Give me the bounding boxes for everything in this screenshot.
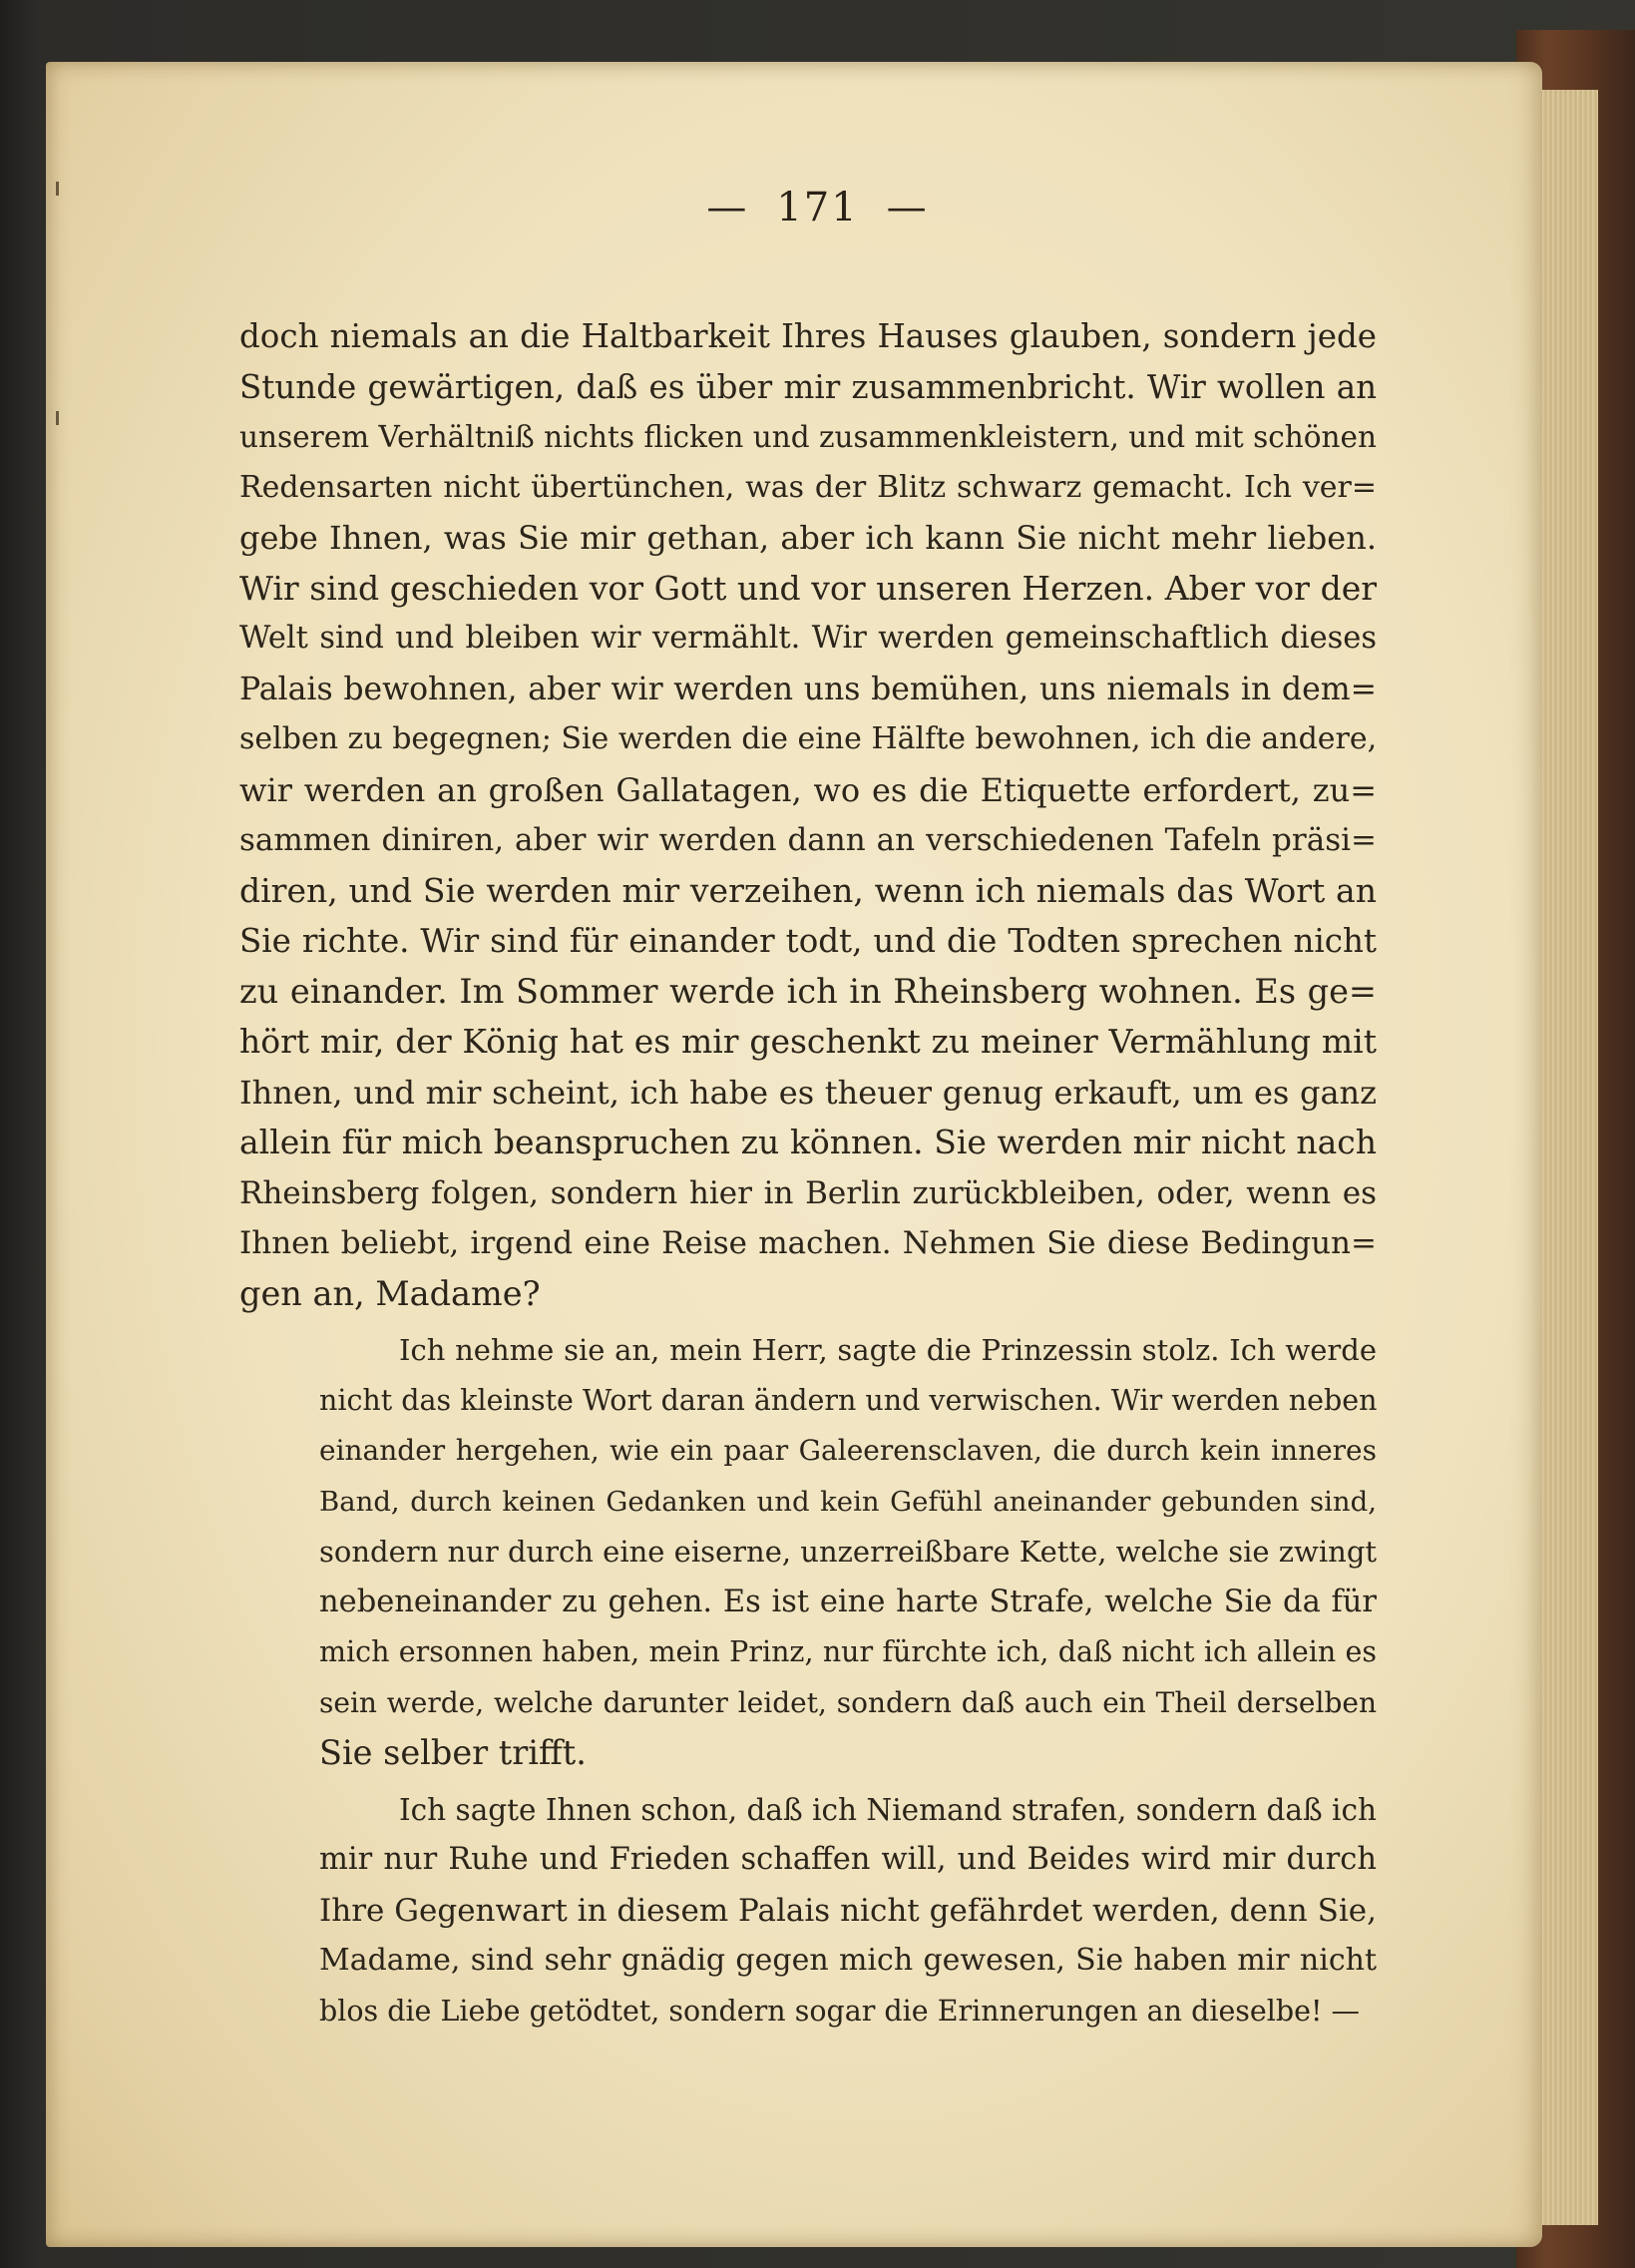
text-line: unserem Verhältniß nichts flicken und zusammenkleistern, und mit schönen [239,420,1377,454]
text-line: Stunde gewärtigen, daß es über mir zusammenbricht. Wir wollen an [239,367,1377,406]
text-line: Ich sagte Ihnen schon, daß ich Niemand strafen, sondern daß ich [399,1792,1377,1827]
header-dash-left: — [706,185,749,230]
text-line: Wir sind geschieden vor Gott und vor unseren Herzen. Aber vor der [239,568,1377,608]
text-line: mir nur Ruhe und Frieden schaffen will, und Beides wird mir durch [319,1842,1377,1877]
text-line: sammen diniren, aber wir werden dann an verschiedenen Tafeln präsi= [239,822,1377,858]
text-line: Ich nehme sie an, mein Herr, sagte die Prinzessin stolz. Ich werde [399,1333,1377,1367]
text-line: Palais bewohnen, aber wir werden uns bemühen, uns niemals in dem= [239,671,1377,707]
text-line: allein für mich beanspruchen zu können. Sie werden mir nicht nach [239,1123,1377,1161]
text-line: wir werden an großen Gallatagen, wo es die Etiquette erfordert, zu= [239,770,1377,809]
body-text [239,311,1377,2037]
page-header [0,185,1635,230]
header-dash-right: — [886,185,929,230]
paragraph [239,1325,1377,1779]
text-line: diren, und Sie werden mir verzeihen, wenn ich niemals das Wort an [239,870,1377,910]
text-line: doch niemals an die Haltbarkeit Ihres Hauses glauben, sondern jede [239,317,1377,355]
paragraph [239,1785,1377,2038]
page-stack-edge [1536,90,1598,2225]
page-number: 171 [776,185,859,230]
text-line: Madame, sind sehr gnädig gegen mich gewesen, Sie haben mir nicht [319,1943,1377,1978]
text-line: Band, durch keinen Gedanken und kein Gefühl aneinander gebunden sind, [319,1485,1377,1518]
text-line: zu einander. Im Sommer werde ich in Rheinsberg wohnen. Es ge= [239,971,1377,1011]
text-line: Ihre Gegenwart in diesem Palais nicht gefährdet werden, denn Sie, [319,1892,1377,1929]
text-line: Ihnen, und mir scheint, ich habe es theuer genug erkauft, um es ganz [239,1073,1377,1112]
text-line: nebeneinander zu gehen. Es ist eine harte Strafe, welche Sie da für [319,1584,1377,1619]
text-line: Ihnen beliebt, irgend eine Reise machen. Nehmen Sie diese Bedingun= [239,1225,1377,1261]
text-line: sein werde, welche darunter leidet, sondern daß auch ein Theil derselben [319,1685,1377,1719]
text-line: gebe Ihnen, was Sie mir gethan, aber ich kann Sie nicht mehr lieben. [239,519,1377,557]
text-line: Rheinsberg folgen, sondern hier in Berlin zurückbleiben, oder, wenn es [239,1174,1377,1211]
paragraph [239,311,1377,1319]
text-line: gen an, Madame? [239,1273,541,1313]
text-line: Sie richte. Wir sind für einander todt, und die Todten sprechen nicht [239,922,1377,960]
text-line: Sie selber trifft. [319,1733,587,1772]
text-line: Redensarten nicht übertünchen, was der Blitz schwarz gemacht. Ich ver= [239,469,1377,505]
text-line: mich ersonnen haben, mein Prinz, nur fürchte ich, daß nicht ich allein es [319,1635,1377,1668]
text-line: hört mir, der König hat es mir geschenkt zu meiner Vermählung mit [239,1022,1377,1061]
text-line: blos die Liebe getödtet, sondern sogar die Erinnerungen an dieselbe! — [319,1994,1361,2028]
text-line: nicht das kleinste Wort daran ändern und verwischen. Wir werden neben [319,1383,1378,1417]
text-line: einander hergehen, wie ein paar Galeerensclaven, die durch kein inneres [319,1434,1377,1467]
text-line: selben zu begegnen; Sie werden die eine Hälfte bewohnen, ich die andere, [239,721,1378,756]
text-line: sondern nur durch eine eiserne, unzerreißbare Kette, welche sie zwingt [319,1535,1378,1569]
text-line: Welt sind und bleiben wir vermählt. Wir werden gemeinschaftlich dieses [239,621,1377,656]
